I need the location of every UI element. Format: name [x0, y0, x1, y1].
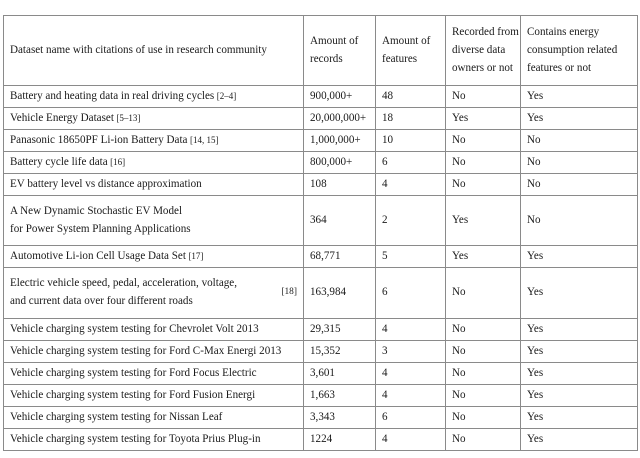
cell-content [521, 273, 637, 314]
cell-content [446, 319, 520, 340]
cell-content [4, 246, 303, 267]
cell-dataset-name [4, 406, 304, 428]
cell-content [4, 196, 303, 245]
cell-value: 6 [382, 156, 388, 169]
cell-content [446, 200, 520, 241]
cell-amount-of-features [376, 428, 446, 450]
cell-content [521, 385, 637, 406]
text-line: Contains energy [527, 25, 600, 38]
cell-amount-of-records [304, 384, 376, 406]
dataset-comparison-table [3, 15, 638, 451]
cell-content [376, 363, 445, 384]
cell-content [4, 174, 303, 195]
dataset-name-label: Vehicle charging system testing for Chevrolet Volt 2013 [10, 322, 259, 335]
text-line: Amount of [310, 34, 359, 47]
cell-value: 800,000+ [310, 156, 353, 169]
cell-content [446, 429, 520, 450]
cell-value: Yes [527, 90, 544, 103]
cell-dataset-name [4, 152, 304, 174]
cell-content [446, 246, 520, 267]
cell-content [521, 363, 637, 384]
cell-diverse-owners [446, 108, 521, 130]
table-header-row [4, 16, 638, 86]
table-row [4, 362, 638, 384]
cell-dataset-name [4, 86, 304, 108]
cell-amount-of-records [304, 340, 376, 362]
cell-amount-of-features [376, 86, 446, 108]
cell-value: No [452, 134, 466, 147]
cell-content [4, 34, 303, 67]
cell-diverse-owners [446, 246, 521, 268]
cell-content [376, 174, 445, 195]
cell-content [521, 16, 637, 85]
cell-value: 68,771 [310, 250, 341, 263]
cell-value: No [452, 286, 466, 299]
cell-energy-features [521, 152, 638, 174]
cell-content [446, 273, 520, 314]
cell-content [4, 407, 303, 428]
text-line: Recorded from [452, 25, 519, 38]
cell-diverse-owners [446, 152, 521, 174]
cell-dataset-name [4, 246, 304, 268]
cell-value: 108 [310, 178, 327, 191]
cell-content [4, 429, 303, 450]
cell-value: 4 [382, 366, 388, 379]
cell-value: No [452, 178, 466, 191]
cell-value: No [527, 156, 541, 169]
cell-content [304, 341, 375, 362]
cell-content [4, 319, 303, 340]
cell-content [446, 174, 520, 195]
citation-reference[interactable]: [16] [110, 157, 126, 168]
dataset-name-label: Battery and heating data in real driving cycles [10, 90, 215, 103]
cell-content [521, 130, 637, 151]
cell-energy-features [521, 406, 638, 428]
text-line: diverse data [452, 43, 506, 56]
column-header-recorded-from-diverse-owners [446, 16, 521, 86]
cell-content [446, 152, 520, 173]
cell-content [446, 363, 520, 384]
cell-content [4, 130, 303, 151]
cell-value: 15,352 [310, 344, 341, 357]
cell-value: 900,000+ [310, 90, 353, 103]
cell-content [521, 152, 637, 173]
cell-content [446, 16, 520, 85]
cell-value: 6 [382, 410, 388, 423]
cell-amount-of-records [304, 196, 376, 246]
cell-energy-features [521, 268, 638, 318]
table-row [4, 196, 638, 246]
cell-content [376, 86, 445, 107]
cell-dataset-name [4, 428, 304, 450]
cell-dataset-name [4, 174, 304, 196]
cell-diverse-owners [446, 196, 521, 246]
cell-value: No [452, 322, 466, 335]
cell-content [4, 86, 303, 107]
cell-energy-features [521, 196, 638, 246]
text-line: records [310, 52, 343, 65]
cell-content [304, 319, 375, 340]
cell-content [304, 273, 375, 314]
dataset-name-label: EV battery level vs distance approximation [10, 178, 202, 191]
cell-value: Yes [452, 112, 469, 125]
cell-value: 2 [382, 213, 388, 226]
dataset-name-label: Vehicle charging system testing for Toyota Prius Plug-in [10, 432, 261, 445]
cell-amount-of-records [304, 174, 376, 196]
cell-content [304, 363, 375, 384]
cell-content [4, 363, 303, 384]
cell-content [4, 385, 303, 406]
cell-value: Yes [527, 286, 544, 299]
text-line: Amount of [382, 34, 431, 47]
text-line: Electric vehicle speed, pedal, acceleration, voltage, [10, 276, 237, 289]
cell-energy-features [521, 428, 638, 450]
cell-value: Yes [452, 250, 469, 263]
table-row [4, 152, 638, 174]
cell-dataset-name [4, 362, 304, 384]
cell-content [446, 341, 520, 362]
cell-content [376, 385, 445, 406]
cell-value: 1224 [310, 432, 333, 445]
cell-amount-of-features [376, 246, 446, 268]
cell-content [446, 130, 520, 151]
table-row [4, 406, 638, 428]
cell-energy-features [521, 86, 638, 108]
table-row [4, 340, 638, 362]
cell-content [376, 273, 445, 314]
cell-dataset-name [4, 318, 304, 340]
cell-amount-of-features [376, 108, 446, 130]
column-header-amount-of-records [304, 16, 376, 86]
cell-value: 6 [382, 286, 388, 299]
cell-content [376, 407, 445, 428]
cell-content [4, 268, 303, 317]
text-line: owners or not [452, 61, 514, 74]
dataset-name-label: Battery cycle life data [10, 156, 108, 169]
text-line: Dataset name with citations of use in research community [10, 43, 267, 56]
text-line: features [382, 52, 418, 65]
citation-reference[interactable]: [14, 15] [189, 135, 219, 146]
cell-amount-of-features [376, 130, 446, 152]
cell-value: 1,663 [310, 388, 335, 401]
cell-value: Yes [527, 432, 544, 445]
cell-value: No [452, 388, 466, 401]
cell-content [376, 130, 445, 151]
cell-amount-of-records [304, 152, 376, 174]
cell-content [521, 341, 637, 362]
cell-content [521, 246, 637, 267]
cell-content [304, 246, 375, 267]
cell-content [304, 385, 375, 406]
cell-value: No [527, 134, 541, 147]
cell-dataset-name [4, 384, 304, 406]
table-row [4, 86, 638, 108]
table-row [4, 318, 638, 340]
cell-value: 163,984 [310, 286, 347, 299]
cell-amount-of-records [304, 318, 376, 340]
cell-amount-of-features [376, 268, 446, 318]
cell-value: No [452, 156, 466, 169]
cell-diverse-owners [446, 428, 521, 450]
cell-content [521, 319, 637, 340]
cell-value: No [452, 344, 466, 357]
cell-value: 4 [382, 322, 388, 335]
cell-value: No [452, 410, 466, 423]
citation-reference[interactable]: [17] [188, 251, 204, 262]
cell-content [304, 429, 375, 450]
cell-content [446, 385, 520, 406]
cell-amount-of-features [376, 384, 446, 406]
cell-energy-features [521, 246, 638, 268]
text-line: A New Dynamic Stochastic EV Model [10, 204, 183, 217]
cell-dataset-name [4, 130, 304, 152]
table-row [4, 108, 638, 130]
cell-content [446, 108, 520, 129]
cell-amount-of-features [376, 174, 446, 196]
table-row [4, 428, 638, 450]
cell-amount-of-features [376, 152, 446, 174]
cell-value: Yes [527, 366, 544, 379]
cell-content [521, 200, 637, 241]
dataset-name-label: Vehicle charging system testing for Ford Fusion Energi [10, 388, 256, 401]
cell-diverse-owners [446, 340, 521, 362]
dataset-name-lines [10, 274, 281, 310]
cell-content [521, 407, 637, 428]
cell-amount-of-features [376, 318, 446, 340]
cell-value: 364 [310, 213, 327, 226]
text-line: features or not [527, 61, 592, 74]
cell-value: No [452, 90, 466, 103]
cell-value: Yes [527, 112, 544, 125]
cell-content [376, 25, 445, 76]
cell-value: 5 [382, 250, 388, 263]
cell-value: Yes [527, 388, 544, 401]
cell-content [446, 86, 520, 107]
cell-content [304, 200, 375, 241]
cell-value: Yes [452, 213, 469, 226]
cell-value: 4 [382, 432, 388, 445]
cell-content [376, 341, 445, 362]
citation-reference[interactable]: [5–13] [116, 113, 141, 124]
cell-dataset-name [4, 108, 304, 130]
cell-diverse-owners [446, 384, 521, 406]
cell-value: 48 [382, 90, 394, 103]
cell-value: 10 [382, 134, 394, 147]
cell-energy-features [521, 318, 638, 340]
citation-reference[interactable]: [18] [281, 286, 297, 297]
table-row [4, 246, 638, 268]
cell-dataset-name [4, 196, 304, 246]
cell-value: No [527, 213, 541, 226]
cell-content [521, 429, 637, 450]
cell-diverse-owners [446, 174, 521, 196]
cell-content [521, 86, 637, 107]
cell-value: 3,343 [310, 410, 335, 423]
table-row [4, 268, 638, 318]
cell-amount-of-records [304, 362, 376, 384]
cell-content [304, 407, 375, 428]
column-header-amount-of-features [376, 16, 446, 86]
cell-value: Yes [527, 344, 544, 357]
column-header-contains-energy-features [521, 16, 638, 86]
dataset-name-label: Vehicle Energy Dataset [10, 112, 114, 125]
cell-content [521, 174, 637, 195]
cell-value: Yes [527, 250, 544, 263]
cell-value: 18 [382, 112, 394, 125]
cell-amount-of-records [304, 86, 376, 108]
table-row [4, 174, 638, 196]
cell-amount-of-features [376, 406, 446, 428]
cell-content [521, 108, 637, 129]
dataset-comparison-table-container [3, 15, 637, 451]
cell-value: 4 [382, 388, 388, 401]
cell-content [4, 341, 303, 362]
cell-content [376, 246, 445, 267]
cell-dataset-name [4, 340, 304, 362]
cell-content [304, 174, 375, 195]
cell-amount-of-features [376, 340, 446, 362]
cell-energy-features [521, 174, 638, 196]
text-line: and current data over four different roads [10, 295, 193, 308]
cell-diverse-owners [446, 268, 521, 318]
cell-value: No [527, 178, 541, 191]
dataset-name-label: Automotive Li-ion Cell Usage Data Set [10, 250, 186, 263]
citation-reference[interactable]: [2–4] [216, 91, 237, 102]
cell-content [376, 108, 445, 129]
cell-energy-features [521, 384, 638, 406]
cell-energy-features [521, 108, 638, 130]
cell-amount-of-records [304, 268, 376, 318]
cell-diverse-owners [446, 130, 521, 152]
cell-value: No [452, 366, 466, 379]
table-row [4, 130, 638, 152]
cell-value: Yes [527, 410, 544, 423]
cell-value: No [452, 432, 466, 445]
cell-value: 1,000,000+ [310, 134, 361, 147]
cell-value: 20,000,000+ [310, 112, 367, 125]
cell-value: 29,315 [310, 322, 341, 335]
cell-value: 3 [382, 344, 388, 357]
cell-content [376, 200, 445, 241]
dataset-name-label: Panasonic 18650PF Li-ion Battery Data [10, 134, 188, 147]
cell-amount-of-records [304, 428, 376, 450]
cell-diverse-owners [446, 318, 521, 340]
cell-amount-of-records [304, 246, 376, 268]
cell-energy-features [521, 340, 638, 362]
cell-amount-of-records [304, 406, 376, 428]
table-body [4, 16, 638, 451]
cell-dataset-name [4, 268, 304, 318]
cell-amount-of-features [376, 362, 446, 384]
cell-diverse-owners [446, 86, 521, 108]
cell-content [304, 108, 375, 129]
cell-amount-of-records [304, 130, 376, 152]
cell-content [304, 130, 375, 151]
cell-content [376, 319, 445, 340]
cell-content [304, 152, 375, 173]
cell-value: 3,601 [310, 366, 335, 379]
cell-content [4, 108, 303, 129]
dataset-name-label: Vehicle charging system testing for Nissan Leaf [10, 410, 223, 423]
cell-amount-of-records [304, 108, 376, 130]
cell-content [4, 152, 303, 173]
cell-diverse-owners [446, 406, 521, 428]
text-line: consumption related [527, 43, 618, 56]
cell-diverse-owners [446, 362, 521, 384]
cell-content [304, 25, 375, 76]
dataset-name-label: Vehicle charging system testing for Ford C-Max Energi 2013 [10, 344, 282, 357]
table-row [4, 384, 638, 406]
cell-energy-features [521, 130, 638, 152]
cell-content [304, 86, 375, 107]
cell-value: 4 [382, 178, 388, 191]
dataset-name-label: Vehicle charging system testing for Ford Focus Electric [10, 366, 257, 379]
cell-value: Yes [527, 322, 544, 335]
cell-energy-features [521, 362, 638, 384]
cell-content [376, 152, 445, 173]
text-line: for Power System Planning Applications [10, 222, 191, 235]
cell-amount-of-features [376, 196, 446, 246]
cell-content [446, 407, 520, 428]
cell-content [376, 429, 445, 450]
column-header-dataset-name [4, 16, 304, 86]
